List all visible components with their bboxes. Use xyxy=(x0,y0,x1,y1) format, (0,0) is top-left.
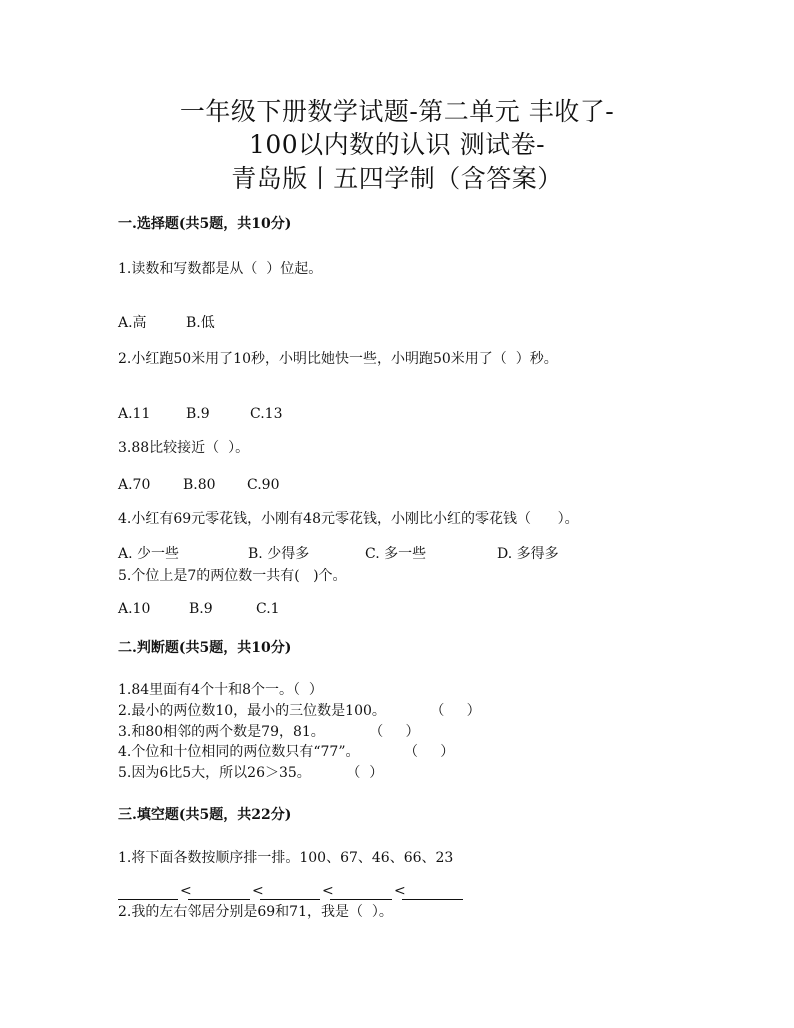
option: C.13 xyxy=(250,406,283,422)
option: B.低 xyxy=(186,315,215,331)
judge-item: 2.最小的两位数10，最小的三位数是100。 （ ） xyxy=(118,703,481,719)
title-line-1: 一年级下册数学试题-第二单元 丰收了- xyxy=(179,97,615,126)
answer-blank[interactable] xyxy=(260,899,320,900)
option: C.1 xyxy=(256,601,280,617)
fill-item: 1.将下面各数按顺序排一排。100、67、46、66、23 xyxy=(118,850,454,866)
option: A.10 xyxy=(118,601,151,617)
question-text: 2.小红跑50米用了10秒，小明比她快一些，小明跑50米用了（ ）秒。 xyxy=(118,351,558,367)
less-than-symbol: < xyxy=(322,883,334,899)
judge-item: 5.因为6比5大，所以26＞35。 （ ） xyxy=(118,765,384,781)
option: C.90 xyxy=(247,477,280,493)
option: B.80 xyxy=(183,477,216,493)
option: C. 多一些 xyxy=(365,546,427,562)
section-heading-fill: 三.填空题(共5题，共22分) xyxy=(118,807,292,823)
option: A.高 xyxy=(118,315,147,331)
less-than-symbol: < xyxy=(180,883,192,899)
question-text: 4.小红有69元零花钱，小刚有48元零花钱，小刚比小红的零花钱（ ）。 xyxy=(118,511,579,527)
judge-item: 4.个位和十位相同的两位数只有“77”。 （ ） xyxy=(118,744,455,760)
option: B.9 xyxy=(189,601,213,617)
option: D. 多得多 xyxy=(497,546,559,562)
title-line-3: 青岛版丨五四学制（含答案） xyxy=(231,164,563,193)
answer-blank[interactable] xyxy=(330,899,392,900)
title-line-2: 100以内数的认识 测试卷- xyxy=(248,130,546,159)
option: B. 少得多 xyxy=(248,546,310,562)
judge-item: 3.和80相邻的两个数是79，81。 （ ） xyxy=(118,724,420,740)
answer-blank[interactable] xyxy=(188,899,250,900)
less-than-symbol: < xyxy=(394,883,406,899)
section-heading-choice: 一.选择题(共5题，共10分) xyxy=(118,216,292,232)
option: A.70 xyxy=(118,477,151,493)
question-text: 3.88比较接近（ ）。 xyxy=(118,440,250,456)
section-heading-judge: 二.判断题(共5题，共10分) xyxy=(118,640,292,656)
option: A. 少一些 xyxy=(118,546,180,562)
question-text: 5.个位上是7的两位数一共有( )个。 xyxy=(118,568,347,584)
fill-item: 2.我的左右邻居分别是69和71，我是（ ）。 xyxy=(118,904,393,920)
option: A.11 xyxy=(118,406,151,422)
answer-blank[interactable] xyxy=(118,899,178,900)
judge-item: 1.84里面有4个十和8个一。（ ） xyxy=(118,682,323,698)
option: B.9 xyxy=(186,406,210,422)
question-text: 1.读数和写数都是从（ ）位起。 xyxy=(118,261,323,277)
answer-blank[interactable] xyxy=(402,899,463,900)
less-than-symbol: < xyxy=(252,883,264,899)
